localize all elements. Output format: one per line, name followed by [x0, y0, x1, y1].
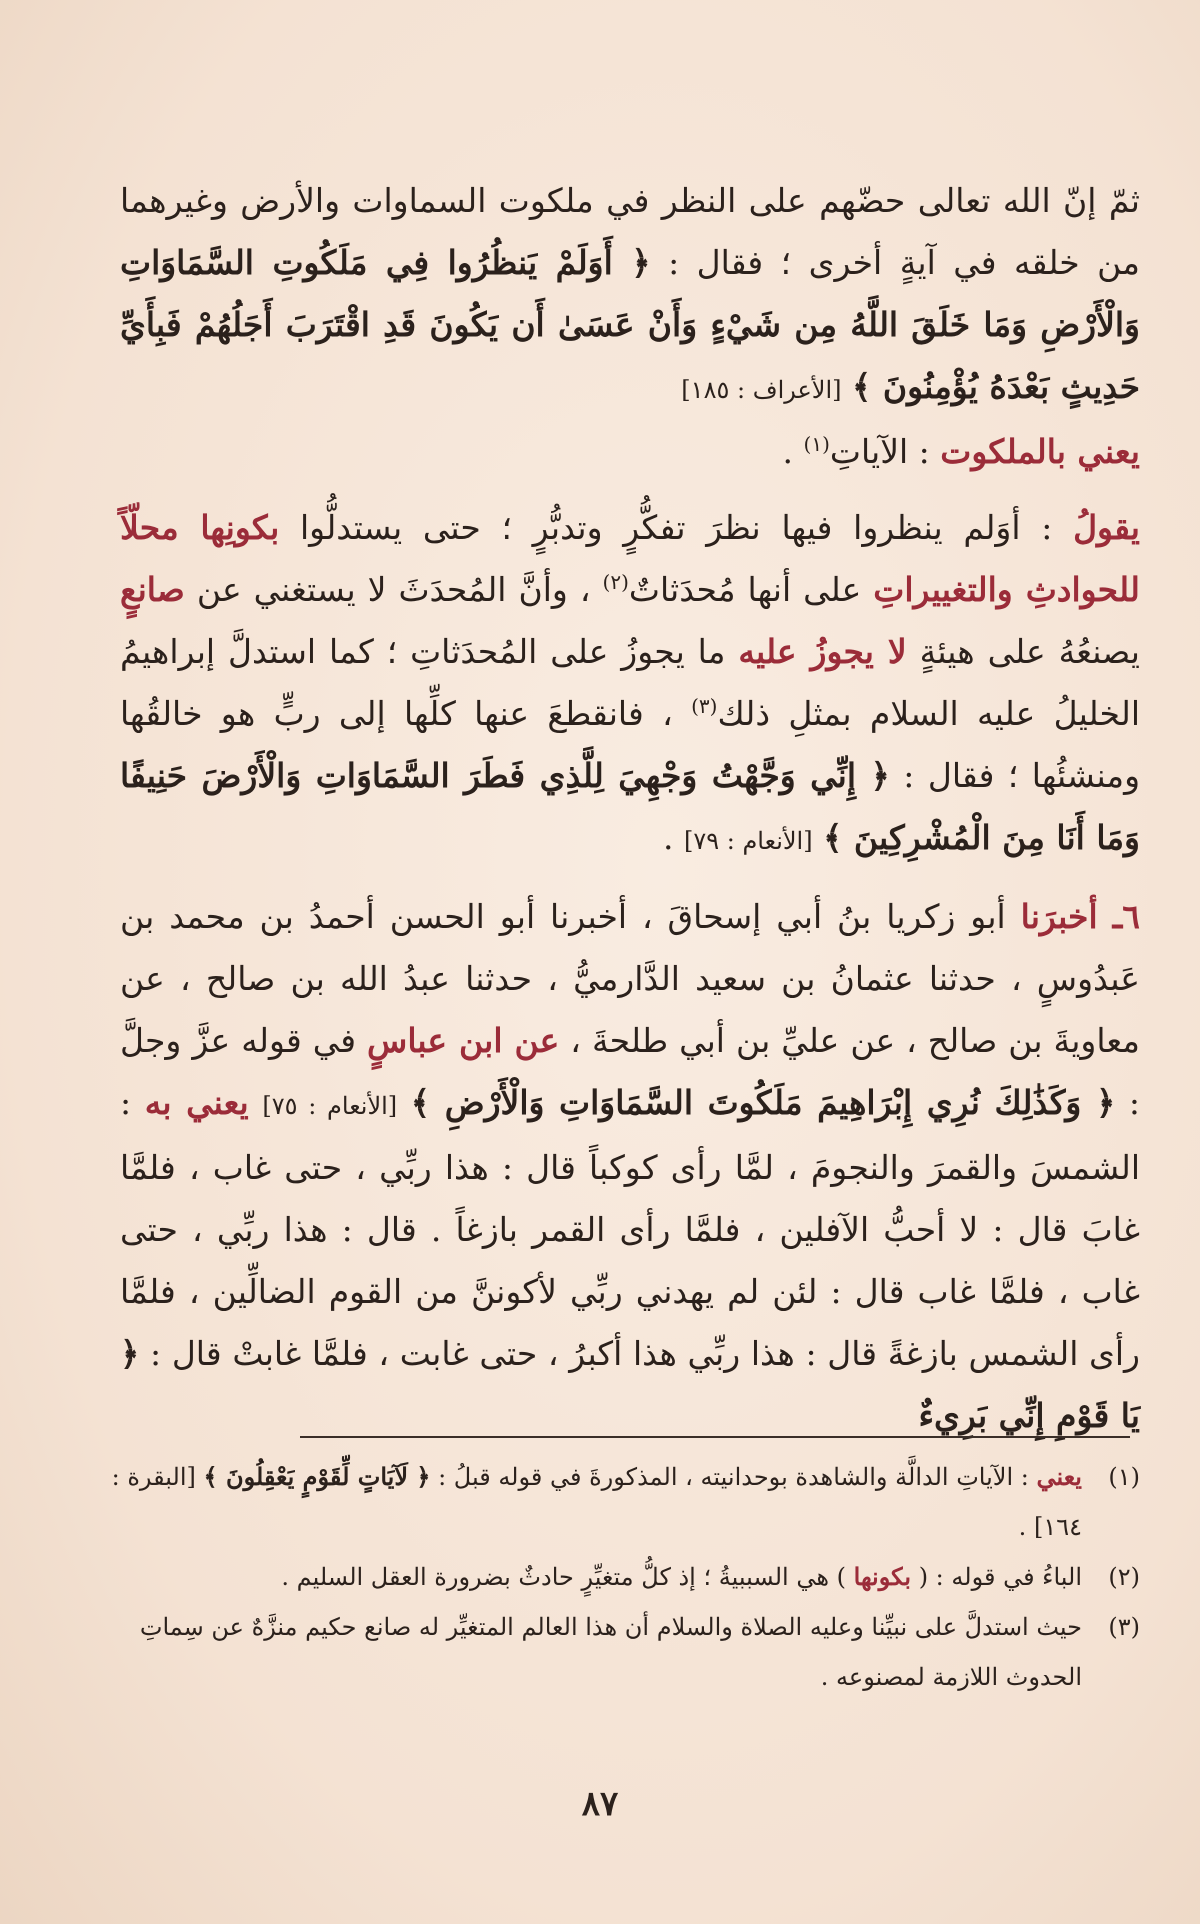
footnote-ref: (١)	[803, 432, 830, 456]
footnote-number: (٢)	[1108, 1563, 1140, 1591]
footnote-number: (١)	[1108, 1463, 1140, 1491]
highlighted-term: يعني بالملكوت	[940, 432, 1140, 471]
footnotes	[100, 1452, 1140, 1702]
verse-citation: [الأنعام : ٧٥]	[262, 1092, 398, 1120]
highlighted-term: بكونها	[853, 1562, 912, 1591]
verse-citation: [الأنعام : ٧٩]	[683, 827, 813, 855]
footnote-divider	[300, 1436, 1130, 1438]
paragraph-text: : الآياتِ	[829, 432, 930, 471]
footnote-text	[100, 1452, 1082, 1552]
paragraph-text: ، وأنَّ المُحدَثَ لا يستغني عن	[196, 570, 591, 609]
paragraph-1	[120, 170, 1140, 421]
footnote-body: .	[1018, 1513, 1027, 1541]
paragraph-2	[120, 421, 1140, 483]
verse-citation: [البقرة : ١٦٤]	[111, 1463, 1082, 1541]
footnote-text	[100, 1552, 1082, 1602]
verse-citation: [الأعراف : ١٨٥]	[681, 376, 842, 404]
footnote-1	[100, 1452, 1140, 1552]
paragraph-text: من خلقه في آيةٍ أخرى ؛ فقال :	[668, 243, 1140, 282]
paragraph-text: في قوله عزَّ وجلَّ :	[120, 1021, 1141, 1122]
footnote-ref: (٣)	[691, 694, 718, 718]
paragraph-text: : الشمسَ والقمرَ والنجومَ ، لمَّا رأى كوكباً قال : هذا ربِّي ، حتى غاب ، فلمَّا غابَ قال : لا أحبُّ الآفلين ، فلمَّا رأى القمر بازغاً . قال : هذا ربِّي ، حتى غاب ، فلمَّا غاب قال : لئن لم يهدني ربِّي لأكوننَّ من القوم الضالِّين ، فلمَّا رأى الشمس بازغةً قال : هذا ربِّي هذا أكبرُ ، حتى غابت ، فلمَّا غابتْ قال :	[120, 1083, 1140, 1373]
paragraph-text: ثمّ إنّ الله تعالى حضّهم على النظر في ملكوت السماوات والأرض وغيرهما	[120, 181, 1140, 220]
footnote-ref: (٢)	[602, 570, 629, 594]
footnote-body: حيث استدلَّ على نبيِّنا وعليه الصلاة والسلام أن هذا العالم المتغيِّر له صانع حكيم منزَّهٌ عن سِماتِ الحدوث اللازمة لمصنوعه .	[139, 1613, 1082, 1691]
highlighted-term: صانعٍ	[120, 570, 185, 609]
quran-verse: ﴿ وَكَذَٰلِكَ نُرِي إِبْرَاهِيمَ مَلَكُوتَ السَّمَاوَاتِ وَالْأَرْضِ ﴾	[410, 1083, 1116, 1122]
footnote-number: (٣)	[1108, 1613, 1140, 1641]
page-number: ٨٧	[581, 1784, 619, 1824]
highlighted-term: لا يجوزُ عليه	[738, 632, 907, 671]
paragraph-4	[120, 886, 1140, 1447]
highlighted-term: يعني به	[144, 1083, 249, 1122]
paragraph-text: : أوَلم ينظروا فيها نظرَ تفكُّرٍ وتدبُّرٍ ؛ حتى يستدلُّوا	[300, 508, 1053, 547]
paragraph-text: يصنعُهُ على هيئةٍ	[919, 632, 1140, 671]
paragraph-text: ، فانقطعَ عنها كلِّها إلى ربٍّ هو خالقُها ومنشئُها ؛ فقال :	[120, 694, 1141, 795]
quran-verse: ﴿ يَا قَوْمِ إِنِّي بَرِيءٌ	[120, 1334, 1140, 1435]
footnote-3	[100, 1602, 1140, 1702]
paragraph-3	[120, 497, 1140, 872]
highlighted-term: بكونِها محلّاً للحوادثِ والتغييراتِ	[120, 508, 1140, 609]
highlighted-term: يقولُ	[1073, 508, 1140, 547]
quran-verse: ﴿ إِنِّي وَجَّهْتُ وَجْهِيَ لِلَّذِي فَطَرَ السَّمَاوَاتِ وَالْأَرْضَ حَنِيفًا وَمَا أَنَا مِنَ الْمُشْرِكِينَ ﴾	[120, 756, 1140, 857]
item-number: ٦ـ	[1112, 897, 1140, 936]
highlighted-term: عن ابن عباسٍ	[367, 1021, 560, 1060]
main-text	[120, 170, 1140, 1447]
paragraph-text: ما يجوزُ على المُحدَثاتِ ؛ كما استدلَّ إبراهيمُ الخليلُ عليه السلام بمثلِ ذلك	[120, 632, 1140, 733]
paragraph-text: .	[782, 432, 794, 471]
paragraph-text: أبو زكريا بنُ أبي إسحاقَ ، أخبرنا أبو الحسن أحمدُ بن محمد بن عَبدُوسٍ ، حدثنا عثمانُ بن سعيد الدَّارميُّ ، حدثنا عبدُ الله بن صالح ، عن معاويةَ بن صالح ، عن عليِّ بن أبي طلحةَ ،	[120, 897, 1140, 1060]
paragraph-text: .	[662, 818, 674, 857]
footnote-2	[100, 1552, 1140, 1602]
quran-verse: ﴿ لَآيَاتٍ لِّقَوْمٍ يَعْقِلُونَ ﴾	[203, 1462, 431, 1491]
highlighted-term: أخبرَنا	[1020, 897, 1098, 936]
paragraph-text: على أنها مُحدَثاتٌ	[628, 570, 862, 609]
quran-verse: ﴿ أَوَلَمْ يَنظُرُوا فِي مَلَكُوتِ السَّمَاوَاتِ وَالْأَرْضِ وَمَا خَلَقَ اللَّهُ مِن شَيْءٍ وَأَنْ عَسَىٰ أَن يَكُونَ قَدِ اقْتَرَبَ أَجَلُهُمْ فَبِأَيِّ حَدِيثٍ بَعْدَهُ يُؤْمِنُونَ ﴾	[120, 243, 1140, 406]
footnote-body: ) هي السببيةُ ؛ إذ كلُّ متغيِّرٍ حادثٌ بضرورة العقل السليم .	[281, 1563, 847, 1591]
highlighted-term: يعني	[1036, 1462, 1082, 1491]
footnote-body: الباءُ في قوله : (	[918, 1563, 1082, 1591]
footnote-body: : الآياتِ الدالَّة والشاهدة بوحدانيته ، المذكورةَ في قوله قبلُ :	[438, 1463, 1029, 1491]
